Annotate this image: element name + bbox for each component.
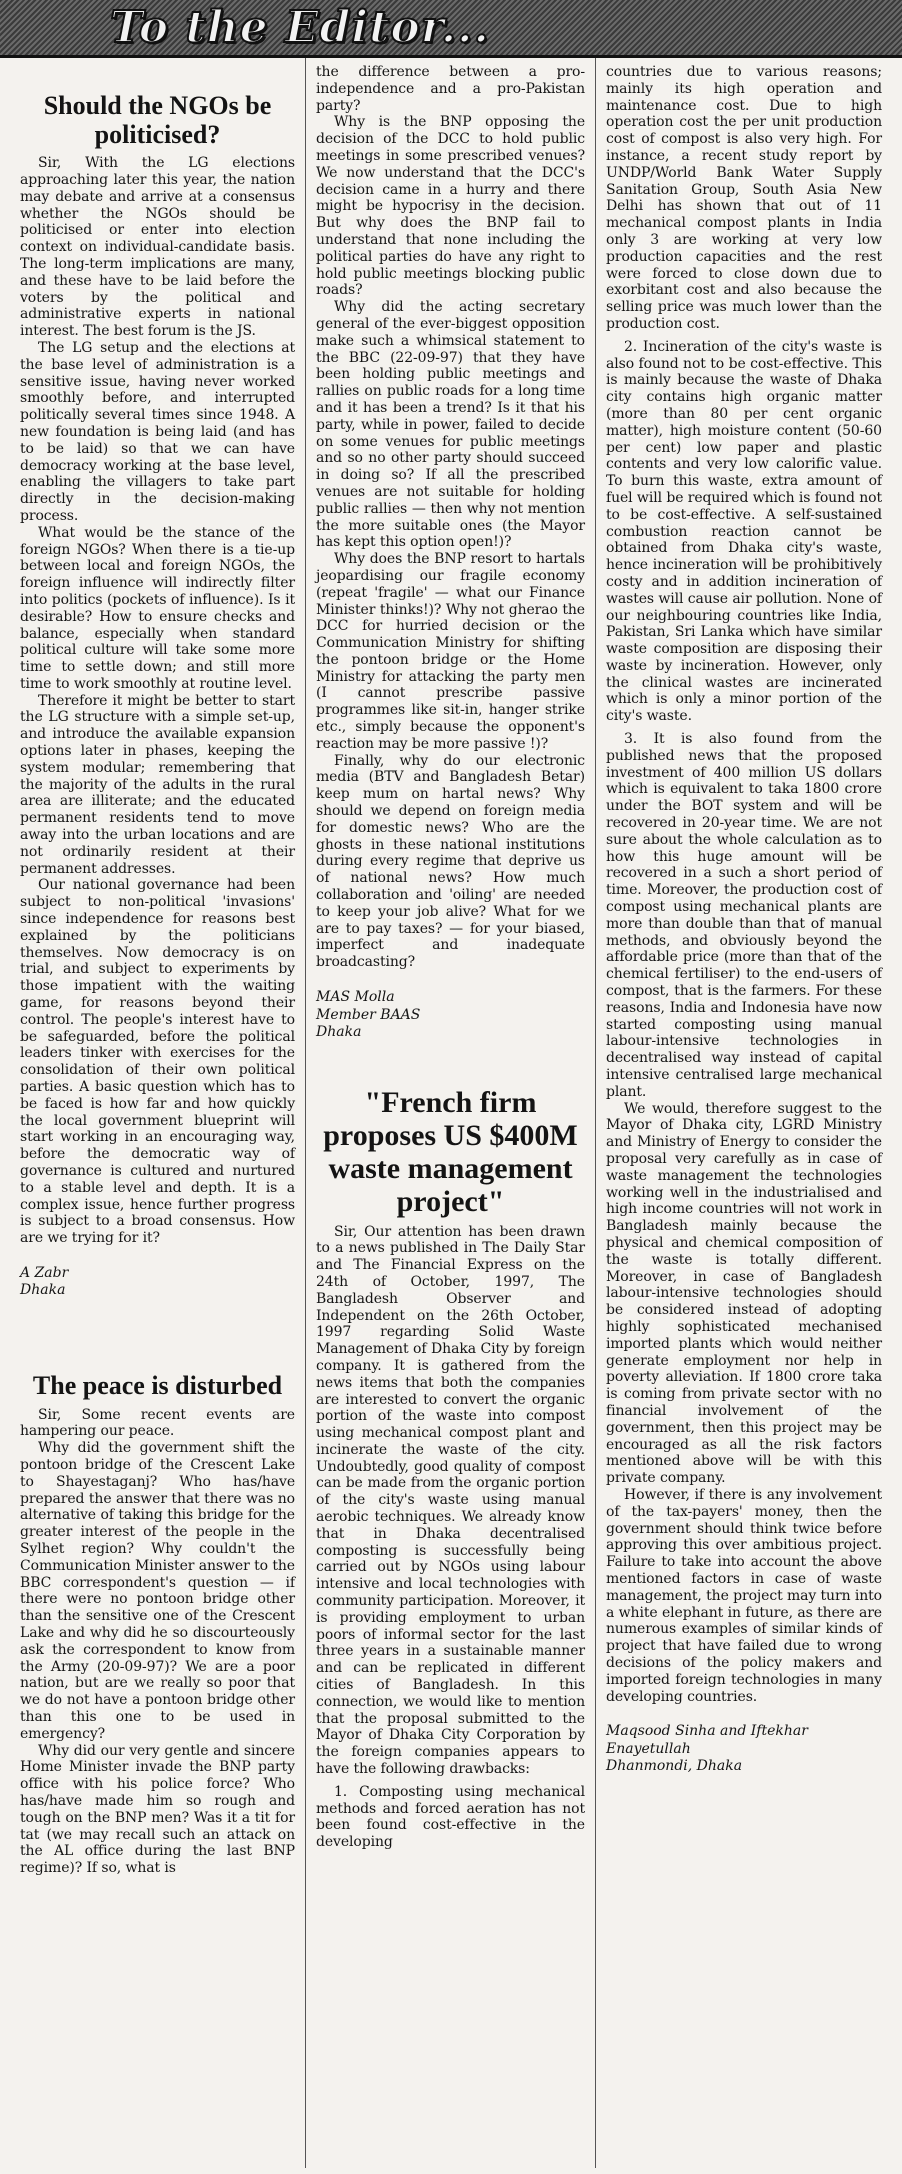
ngos-paragraph: Sir, With the LG elections approaching later this year, the nation may debate and arrive at a consensus whether the NGOs should be politicised or enter into election context on individual-candidate basis. The long-term implications are many, and these have to be laid before the voters by the political and administrative experts in national interest. The best forum is the JS.	[20, 155, 295, 340]
french-paragraph: 3. It is also found from the published news that the proposed investment of 400 million US dollars which is equivalent to taka 1800 crore under the BOT system and will be recovered in 20-year time. We are not sure about the whole calculation as to how this huge amount will be recovered in a such a short period of time. Moreover, the production cost of compost using mechanical plants are more than double than that of manual methods, and obviously beyond the affordable price (more than that of the chemical fertiliser) to the end-users of compost, that is the farmers. For these reasons, India and Indonesia have now started composting using manual labour-intensive technologies in decentralised way instead of capital intensive centralised large mechanical plant.	[606, 731, 882, 1100]
headline-french: "French firm proposes US $400M waste management project"	[323, 1085, 578, 1218]
peace-signature	[316, 989, 585, 1042]
headline-peace: The peace is disturbed	[32, 1370, 283, 1400]
signature-place: Dhaka	[316, 1024, 362, 1041]
peace-paragraph-continued: the difference between a pro-independence and a pro-Pakistan party?	[316, 64, 585, 114]
signature-name: Maqsood Sinha and Iftekhar Enayetullah	[606, 1723, 808, 1757]
peace-paragraph: Why did the government shift the pontoon bridge of the Crescent Lake to Shayestaganj? Who has/have prepared the answer that there was no alternative of taking this bridge for the greater interest of the people in the Sylhet region? Why couldn't the Communication Minister answer to the BBC correspondent's question — if there were no pontoon bridge other than the sensitive one of the Crescent Lake and why did he so discourteously ask the correspondent to know from the Army (20-09-97)? We are a poor nation, but are we really so poor that we do not have a pontoon bridge other than this one to be used in emergency?	[20, 1440, 295, 1742]
column-2	[306, 58, 596, 2168]
ngos-paragraph: What would be the stance of the foreign NGOs? When there is a tie-up between local and foreign NGOs, the foreign influence will indirectly filter into politics (pockets of influence). Is it desirable? How to ensure checks and balance, especially when standard political culture will take some more time to settle down; and still more time to work smoothly at routine level.	[20, 524, 295, 692]
signature-place: Dhaka	[20, 1282, 66, 1299]
ngos-paragraph: The LG setup and the elections at the base level of administration is a sensitive issue, having never worked smoothly before, and interrupted politically several times since 1948. A new foundation is being laid (and has to be laid) so that we can have democracy working at the base level, enabling the villagers to take part directly in the decision-making process.	[20, 339, 295, 524]
ngos-signature	[20, 1265, 295, 1300]
french-paragraph-continued: countries due to various reasons; mainly its high operation and maintenance cost. Due to high operation cost the per unit production cost of compost is also very high. For instance, a recent study report by UNDP/World Bank Water Supply Sanitation Group, South Asia New Delhi has shown that out of 11 mechanical compost plants in India only 3 are working at very low production capacities and the rest were forced to close down due to exorbitant cost and also because the selling price was much lower than the production cost.	[606, 64, 882, 332]
peace-paragraph: Why did our very gentle and sincere Home Minister invade the BNP party office with his police force? Who has/have made him so rough and tough on the BNP men? Was it a tit for tat (we may recall such an attack on the AL office during the last BNP regime)? If so, what is	[20, 1742, 295, 1877]
signature-name: MAS Molla	[316, 989, 395, 1006]
peace-paragraph: Sir, Some recent events are hampering our peace.	[20, 1406, 295, 1440]
columns	[10, 58, 892, 2168]
column-3	[596, 58, 892, 2168]
french-paragraph: However, if there is any involvement of the tax-payers' money, then the government should think twice before approving this over ambitious project. Failure to take into account the above mentioned factors in case of waste management, the project may turn into a white elephant in future, as there are numerous examples of similar kinds of project that have failed due to wrong decisions of the policy makers and imported foreign technologies in many developing countries.	[606, 1486, 882, 1705]
peace-paragraph: Why does the BNP resort to hartals jeopardising our fragile economy (repeat 'fragile' — what our Finance Minister thinks!)? Why not gherao the DCC for hurried decision or the Communication Ministry for shifting the pontoon bridge or the Home Ministry for attacking the party men (I cannot prescribe passive programmes like sit-in, hanger strike etc., simply because the opponent's reaction may be more passive !)?	[316, 551, 585, 752]
peace-paragraph: Why did the acting secretary general of the ever-biggest opposition make such a whimsical statement to the BBC (22-09-97) that they have been holding public meetings and rallies on public roads for a long time and it has been a trend? Is it that his party, while in power, failed to decide on some venues for public meetings and so no other party should succeed in doing so? If all the prescribed venues are not suitable for holding public rallies — then why not mention the more suitable ones (the Mayor has kept this option open!)?	[316, 299, 585, 551]
peace-paragraph: Why is the BNP opposing the decision of the DCC to hold public meetings in some prescribed venues? We now understand that the DCC's decision came in a hurry and there might be hypocrisy in the decision. But why does the BNP fail to understand that none including the political parties do have any right to hold public meetings blocking public roads?	[316, 114, 585, 299]
section-title: To the Editor...	[110, 2, 490, 53]
signature-place: Dhanmondi, Dhaka	[606, 1758, 743, 1775]
headline-ngos: Should the NGOs be politicised?	[43, 91, 272, 149]
section-banner	[0, 0, 902, 58]
french-paragraph: We would, therefore suggest to the Mayor of Dhaka city, LGRD Ministry and Ministry of Energy to consider the proposal very carefully as in case of waste management the technologies working well in the industrialised and high income countries will not work in Bangladesh mainly because the physical and chemical composition of the waste is totally different. Moreover, in case of Bangladesh labour-intensive technologies should be considered instead of adopting highly sophisticated mechanised imported plants which would neither generate employment nor help in poverty alleviation. If 1800 crore taka is coming from private sector with no financial involvement of the government, then this project may be encouraged as all the risk factors mentioned above will be with this private company.	[606, 1100, 882, 1487]
french-paragraph: 1. Composting using mechanical methods and forced aeration has not been found cost-effective in the developing	[316, 1783, 585, 1851]
french-paragraph: 2. Incineration of the city's waste is also found not to be cost-effective. This is mainly because the waste of Dhaka city contains high organic matter (more than 80 per cent organic matter), high moisture content (50-60 per cent) low paper and plastic contents and very low calorific value. To burn this waste, extra amount of fuel will be required which is found not to be cost-effective. A self-sustained combustion reaction cannot be obtained from Dhaka city's waste, hence incineration will be prohibitively costy and in addition incineration of wastes will cause air pollution. None of our neighbouring countries like India, Pakistan, Sri Lanka which have similar waste composition are disposing their waste by incineration. However, only the clinical wastes are incinerated which is only a minor portion of the city's waste.	[606, 338, 882, 725]
ngos-paragraph: Therefore it might be better to start the LG structure with a simple set-up, and introduce the available expansion options later in phases, keeping the system modular; remembering that the majority of the adults in the rural area are illiterate; and the educated permanent residents tend to move away into the urban locations and are not ordinarily resident at their permanent addresses.	[20, 692, 295, 877]
french-signature	[606, 1723, 882, 1776]
french-paragraph: Sir, Our attention has been drawn to a news published in The Daily Star and The Financial Express on the 24th of October, 1997, The Bangladesh Observer and Independent on the 26th October, 1997 regarding Solid Waste Management of Dhaka City by foreign company. It is gathered from the news items that both the companies are interested to convert the organic portion of the waste into compost using mechanical compost plant and incinerate the waste of the city. Undoubtedly, good quality of compost can be made from the organic portion of the city's waste using manual aerobic techniques. We already know that in Dhaka decentralised composting is successfully being carried out by NGOs using labour intensive and local technologies with community participation. Moreover, it is providing employment to urban poors of informal sector for the last three years in a sustainable manner and can be replicated in different cities of Bangladesh. In this connection, we would like to mention that the proposal submitted to the Mayor of Dhaka City Corporation by the foreign companies appears to have the following drawbacks:	[316, 1223, 585, 1778]
ngos-paragraph: Our national governance had been subject to non-political 'invasions' since independence for reasons best explained by the politicians themselves. Now democracy is on trial, and subject to experiments by those impatient with the waiting game, for reasons beyond their control. The people's interest have to be safeguarded, before the political leaders tinker with exercises for the consolidation of their own political parties. A basic question which has to be faced is how far and how quickly the local government blueprint will start working in an encouraging way, before the democratic way of governance is cultured and nurtured to a stable level and depth. It is a complex issue, hence further progress is subject to a broad consensus. How are we trying for it?	[20, 877, 295, 1247]
peace-paragraph: Finally, why do our electronic media (BTV and Bangladesh Betar) keep mum on hartal news? Why should we depend on foreign media for domestic news? Who are the ghosts in these national institutions during every regime that deprive us of national news? How much collaboration and 'oiling' are needed to keep your job alive? What for we are to pay taxes? — for your biased, imperfect and inadequate broadcasting?	[316, 752, 585, 971]
signature-name: A Zabr	[20, 1264, 69, 1281]
signature-title: Member BAAS	[316, 1006, 421, 1023]
column-1	[10, 58, 306, 2168]
